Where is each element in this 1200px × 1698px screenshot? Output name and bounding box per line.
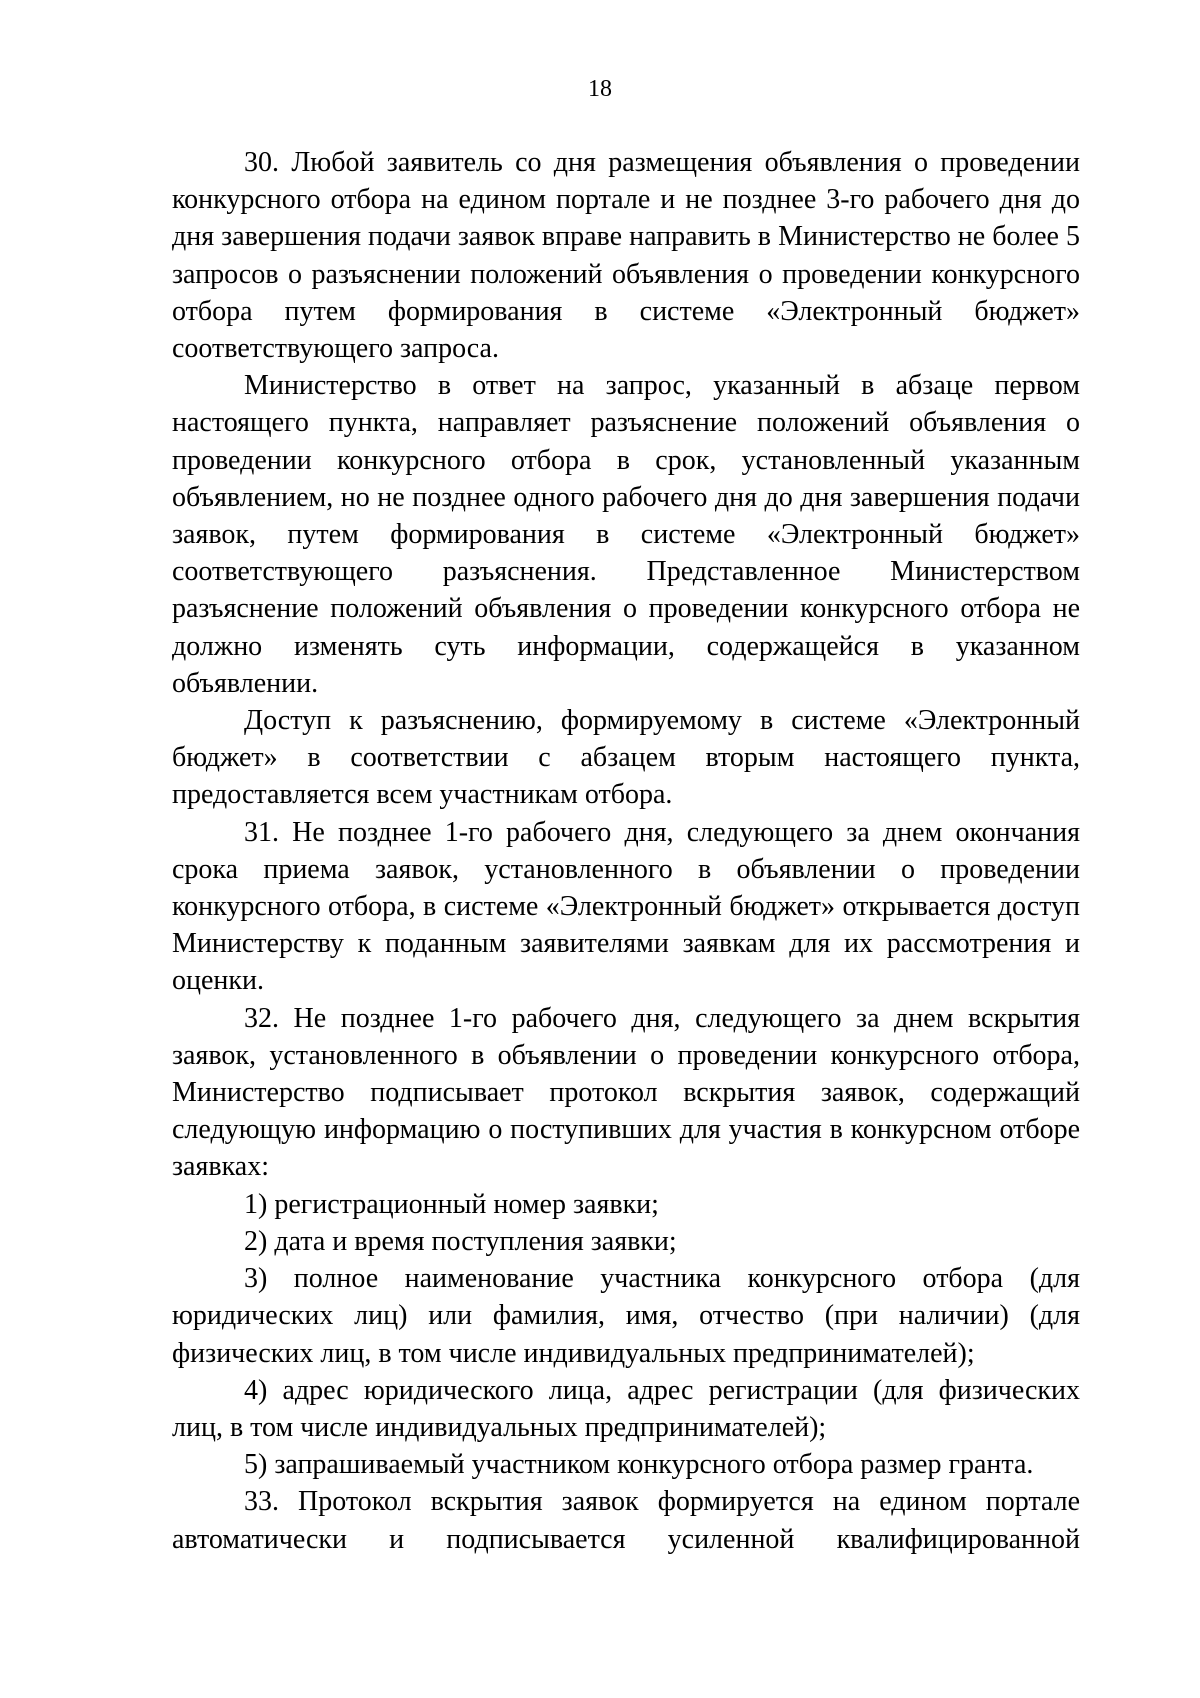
paragraph-30-part-2: Министерство в ответ на запрос, указанный в абзаце первом настоящего пункта, направляет разъяснение положений объявления о проведении конкурсного отбора в срок, установленный указанным объявлением, но не позднее одного рабочего дня до дня завершения подачи заявок, путем формирования в системе «Электронный бюджет» соответствующего разъяснения. Представленное Министерством разъяснение положений объявления о проведении конкурсного отбора не должно изменять суть информации, содержащейся в указанном объявлении. — [172, 370, 1080, 699]
list-item-5: 5) запрашиваемый участником конкурсного отбора размер гранта. — [244, 1449, 1034, 1481]
paragraph-33: 33. Протокол вскрытия заявок формируется на едином портале автоматически и подписывается усиленной квалифицированной — [172, 1486, 1080, 1555]
page-number: 18 — [588, 76, 612, 102]
paragraph-30-part-3: Доступ к разъяснению, формируемому в системе «Электронный бюджет» в соответствии с абзацем вторым настоящего пункта, предоставляется всем участникам отбора. — [172, 705, 1080, 811]
list-item-3: 3) полное наименование участника конкурсного отбора (для юридических лиц) или фамилия, имя, отчество (при наличии) (для физических лиц, в том числе индивидуальных предпринимателей); — [172, 1263, 1080, 1369]
document-body — [172, 144, 1080, 1558]
list-item-2: 2) дата и время поступления заявки; — [244, 1225, 677, 1257]
list-item-4: 4) адрес юридического лица, адрес регистрации (для физических лиц, в том числе индивидуальных предпринимателей); — [172, 1374, 1080, 1443]
list-item-1: 1) регистрационный номер заявки; — [244, 1188, 659, 1220]
paragraph-30: 30. Любой заявитель со дня размещения объявления о проведении конкурсного отбора на едином портале и не позднее 3-го рабочего дня до дня завершения подачи заявок вправе направить в Министерство не более 5 запросов о разъяснении положений объявления о проведении конкурсного отбора путем формирования в системе «Электронный бюджет» соответствующего запроса. — [172, 147, 1080, 365]
paragraph-32: 32. Не позднее 1-го рабочего дня, следующего за днем вскрытия заявок, установленного в объявлении о проведении конкурсного отбора, Министерство подписывает протокол вскрытия заявок, содержащий следующую информацию о поступивших для участия в конкурсном отборе заявках: — [172, 1002, 1080, 1183]
paragraph-31: 31. Не позднее 1-го рабочего дня, следующего за днем окончания срока приема заявок, установленного в объявлении о проведении конкурсного отбора, в системе «Электронный бюджет» открывается доступ Министерству к поданным заявителями заявкам для их рассмотрения и оценки. — [172, 816, 1080, 997]
